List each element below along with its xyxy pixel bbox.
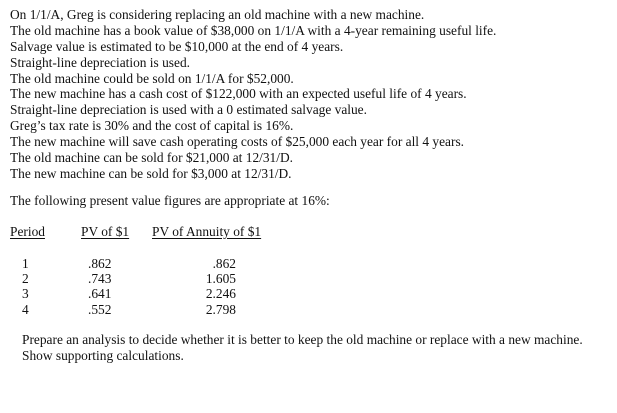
- pv-cell: .862: [88, 256, 112, 271]
- problem-line: Straight-line depreciation is used.: [10, 54, 190, 70]
- period-cell: 3: [22, 286, 29, 302]
- annuity-cell: .862: [212, 256, 236, 271]
- problem-line: The old machine has a book value of $38,000 on 1/1/A with a 4-year remaining useful life.: [10, 22, 497, 38]
- task-line: Prepare an analysis to decide whether it is better to keep the old machine or replace with a new machine.: [22, 332, 583, 347]
- problem-line: The new machine will save cash operating costs of $25,000 each year for all 4 years.: [10, 134, 464, 150]
- task-line: Show supporting calculations.: [22, 347, 184, 363]
- problem-line: The new machine has a cash cost of $122,000 with an expected useful life of 4 years.: [10, 86, 467, 102]
- problem-line: On 1/1/A, Greg is considering replacing an old machine with a new machine.: [10, 7, 425, 22]
- pv-cell: .641: [88, 286, 112, 302]
- pv-cell: .552: [88, 301, 112, 317]
- pv-cell: .743: [88, 271, 112, 287]
- period-cell: 4: [22, 301, 29, 317]
- period-cell: 1: [22, 256, 29, 271]
- column-header-period: Period: [10, 224, 45, 239]
- annuity-column: [196, 256, 236, 317]
- problem-line: Salvage value is estimated to be $10,000 at the end of 4 years.: [10, 38, 344, 54]
- problem-line: The old machine could be sold on 1/1/A for $52,000.: [10, 70, 294, 86]
- problem-line: The old machine can be sold for $21,000 at 12/31/D.: [10, 150, 293, 166]
- problem-line: The new machine can be sold for $3,000 at 12/31/D.: [10, 165, 292, 181]
- period-cell: 2: [22, 271, 29, 287]
- problem-line: Greg’s tax rate is 30% and the cost of capital is 16%.: [10, 118, 294, 134]
- annuity-cell: 1.605: [205, 271, 236, 287]
- annuity-cell: 2.798: [205, 301, 236, 317]
- pv-column: [88, 256, 128, 317]
- annuity-cell: 2.246: [205, 286, 236, 302]
- column-header-pv: PV of $1: [81, 224, 130, 239]
- period-column: [22, 256, 36, 317]
- column-header-annuity: PV of Annuity of $1: [152, 224, 262, 239]
- problem-line: Straight-line depreciation is used with a 0 estimated salvage value.: [10, 102, 367, 118]
- problem-statement: [10, 7, 496, 182]
- task-instructions: [22, 332, 583, 363]
- pv-table-intro: The following present value figures are appropriate at 16%:: [10, 193, 330, 208]
